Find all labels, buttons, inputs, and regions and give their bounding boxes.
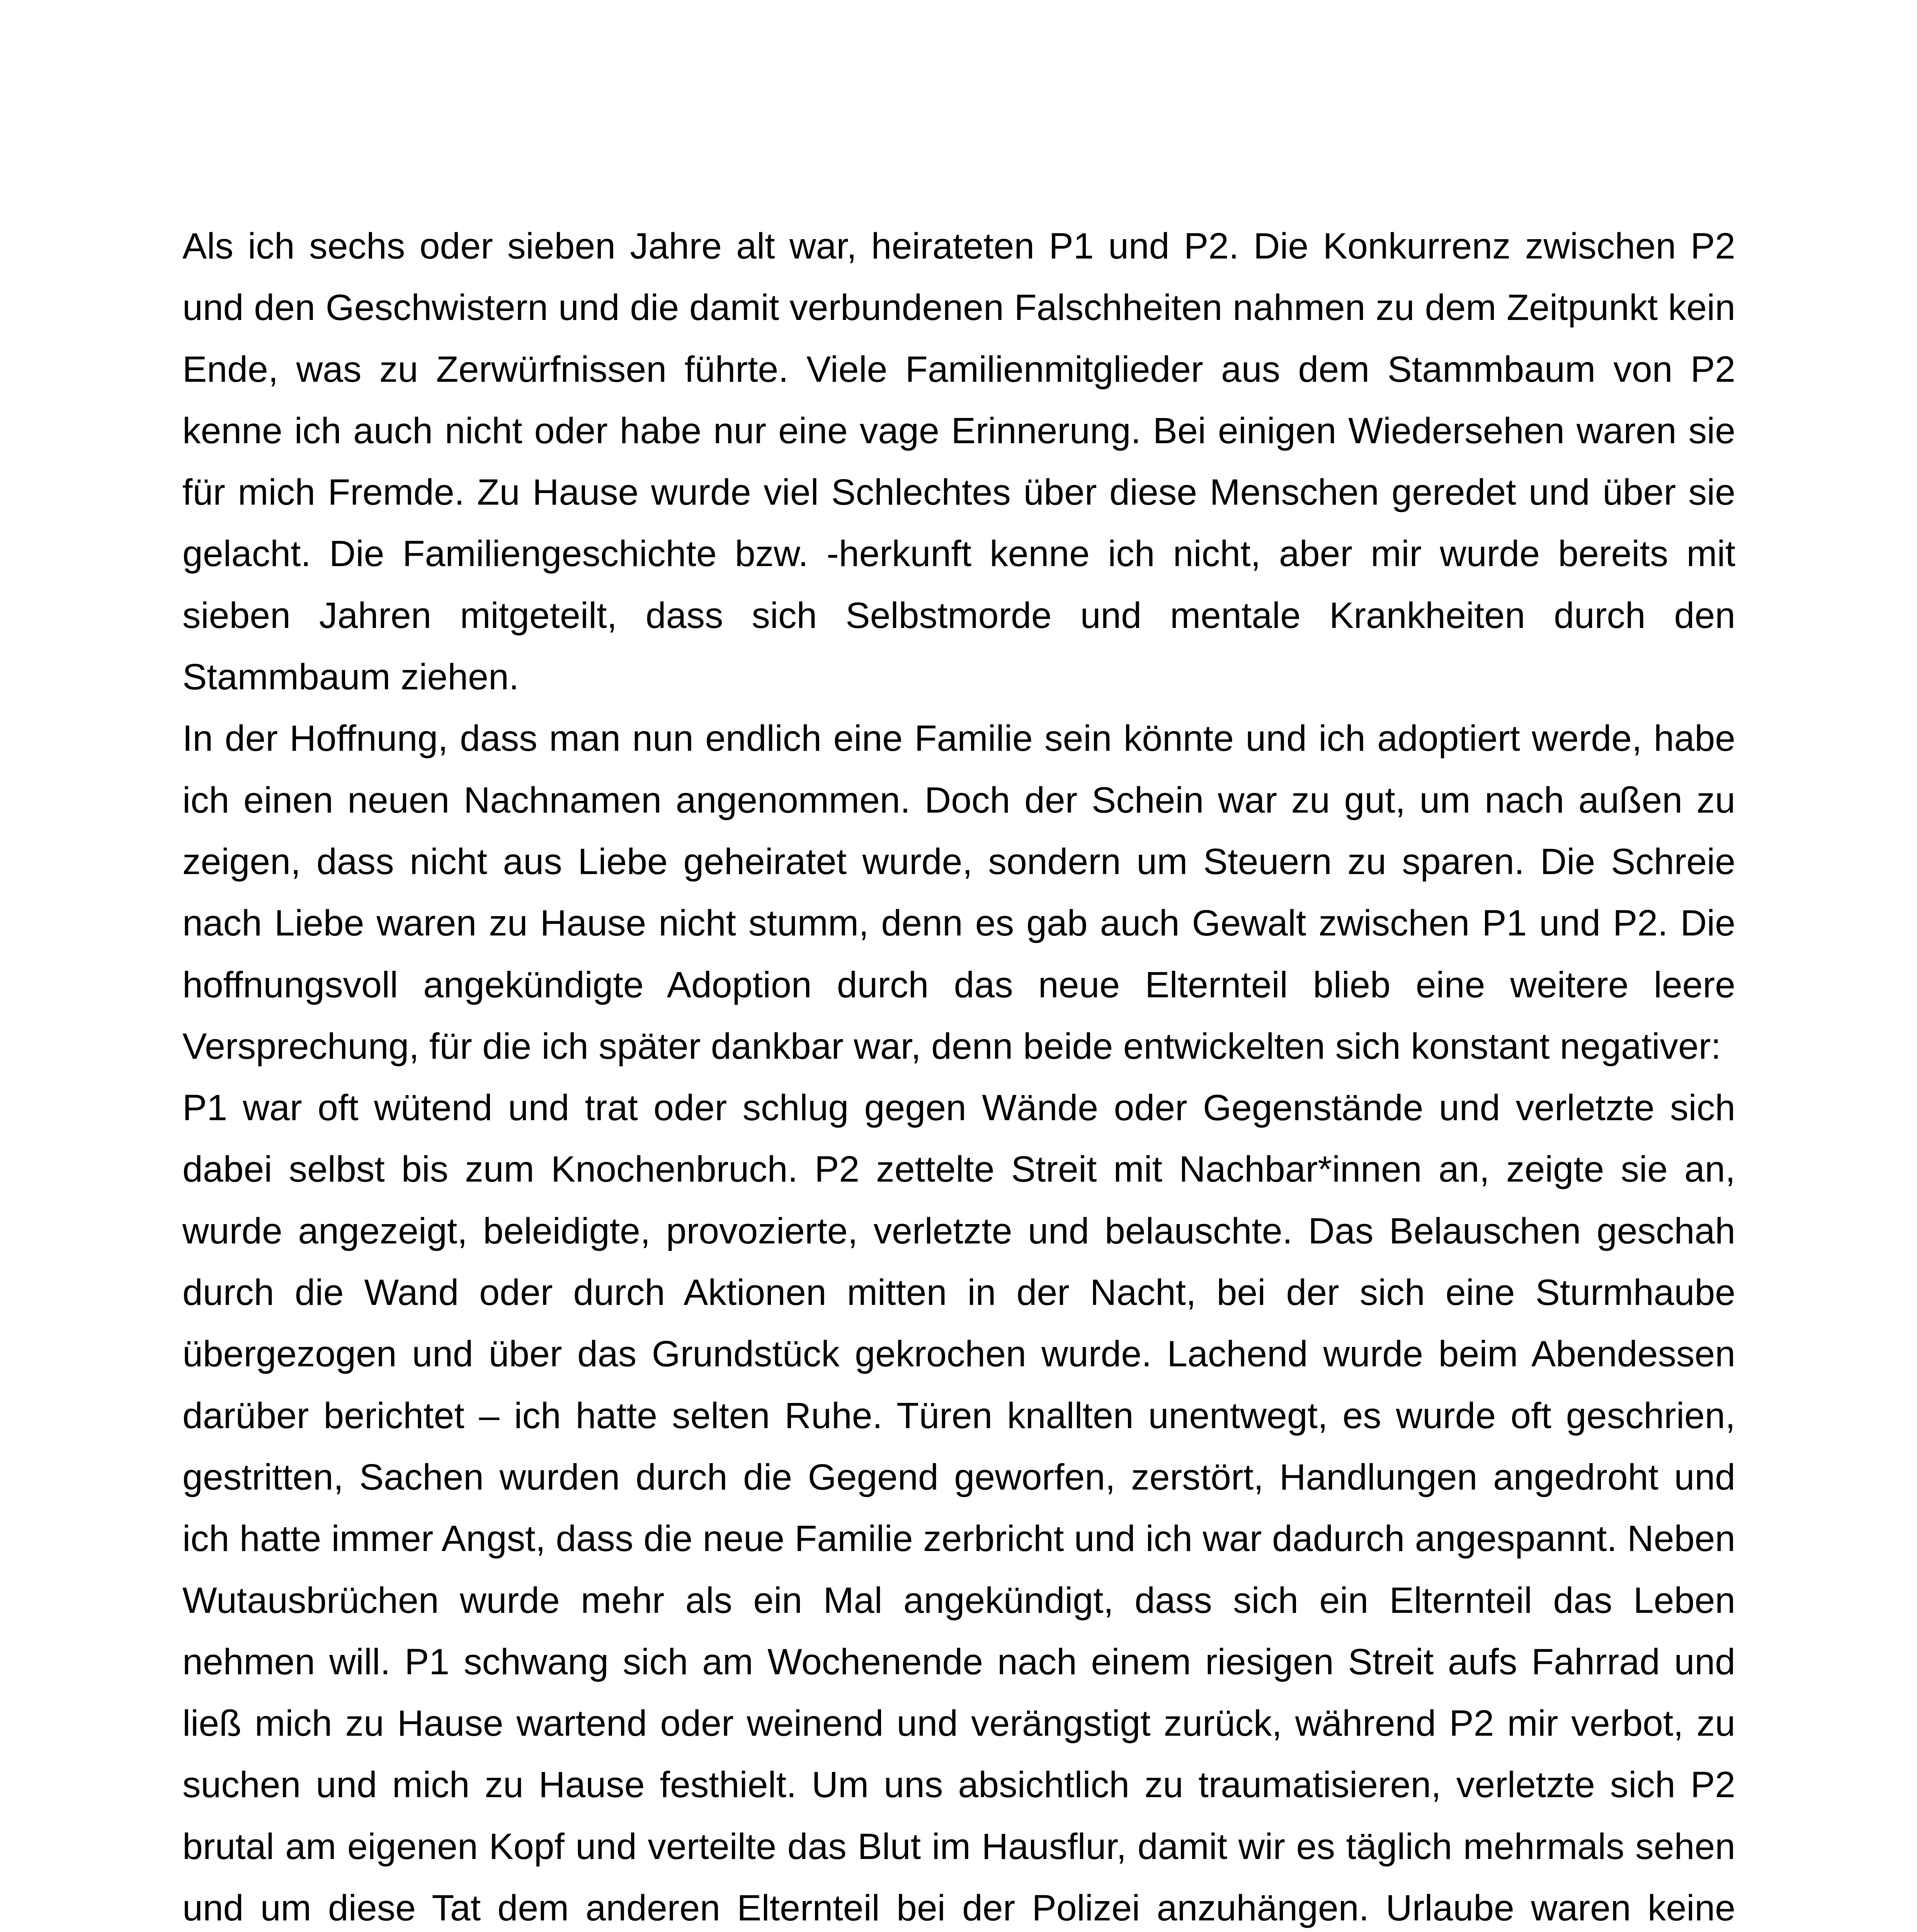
paragraph-family-background: Als ich sechs oder sieben Jahre alt war, heirateten P1 und P2. Die Konkurrenz zwischen P2 und den Geschwistern und die damit verbundenen Falschheiten nahmen zu dem Zeitpunkt kein Ende, was zu Zerwürfnissen führte. Viele Familienmitglieder aus dem Stammbaum von P2 kenne ich auch nicht oder habe nur eine vage Erinnerung. Bei einigen Wiedersehen waren sie für mich Fremde. Zu Hause wurde viel Schlechtes über diese Menschen geredet und über sie gelacht. Die Familiengeschichte bzw. -herkunft kenne ich nicht, aber mir wurde bereits mit sieben Jahren mitgeteilt, dass sich Selbstmorde und mentale Krankheiten durch den Stammbaum ziehen. — [182, 226, 1735, 698]
paragraph-violence-at-home: P1 war oft wütend und trat oder schlug gegen Wände oder Gegenstände und verletzte sich dabei selbst bis zum Knochenbruch. P2 zettelte Streit mit Nachbar*innen an, zeigte sie an, wurde angezeigt, beleidigte, provozierte, verletzte und belauschte. Das Belauschen geschah durch die Wand oder durch Aktionen mitten in der Nacht, bei der sich eine Sturmhaube übergezogen und über das Grundstück gekrochen wurde. Lachend wurde beim Abendessen darüber berichtet – ich hatte selten Ruhe. Türen knallten unentwegt, es wurde oft geschrien, gestritten, Sachen wurden durch die Gegend geworfen, zerstört, Handlungen angedroht und ich hatte immer Angst, dass die neue Familie zerbricht und ich war dadurch angespannt. Neben Wutausbrüchen wurde mehr als ein Mal angekündigt, dass sich ein Elternteil das Leben nehmen will. P1 schwang sich am Wochenende nach einem riesigen Streit aufs Fahrrad und ließ mich zu Hause wartend oder weinend und verängstigt zurück, während P2 mir verbot, zu suchen und mich zu Hause festhielt. Um uns absichtlich zu traumatisieren, verletzte sich P2 brutal am eigenen Kopf und verteilte das Blut im Hausflur, damit wir es täglich mehrmals sehen und um diese Tat dem anderen Elternteil bei der Polizei anzuhängen. Urlaube waren keine — [182, 1087, 1735, 1929]
paragraph-new-surname: In der Hoffnung, dass man nun endlich eine Familie sein könnte und ich adoptiert werde, habe ich einen neuen Nachnamen angenommen. Doch der Schein war zu gut, um nach außen zu zeigen, dass nicht aus Liebe geheiratet wurde, sondern um Steuern zu sparen. Die Schreie nach Liebe waren zu Hause nicht stumm, denn es gab auch Gewalt zwischen P1 und P2. Die hoffnungsvoll angekündigte Adoption durch das neue Elternteil blieb eine weitere leere Versprechung, für die ich später dankbar war, denn beide entwickelten sich konstant negativer: — [182, 718, 1735, 1067]
body-text — [182, 216, 1735, 1932]
